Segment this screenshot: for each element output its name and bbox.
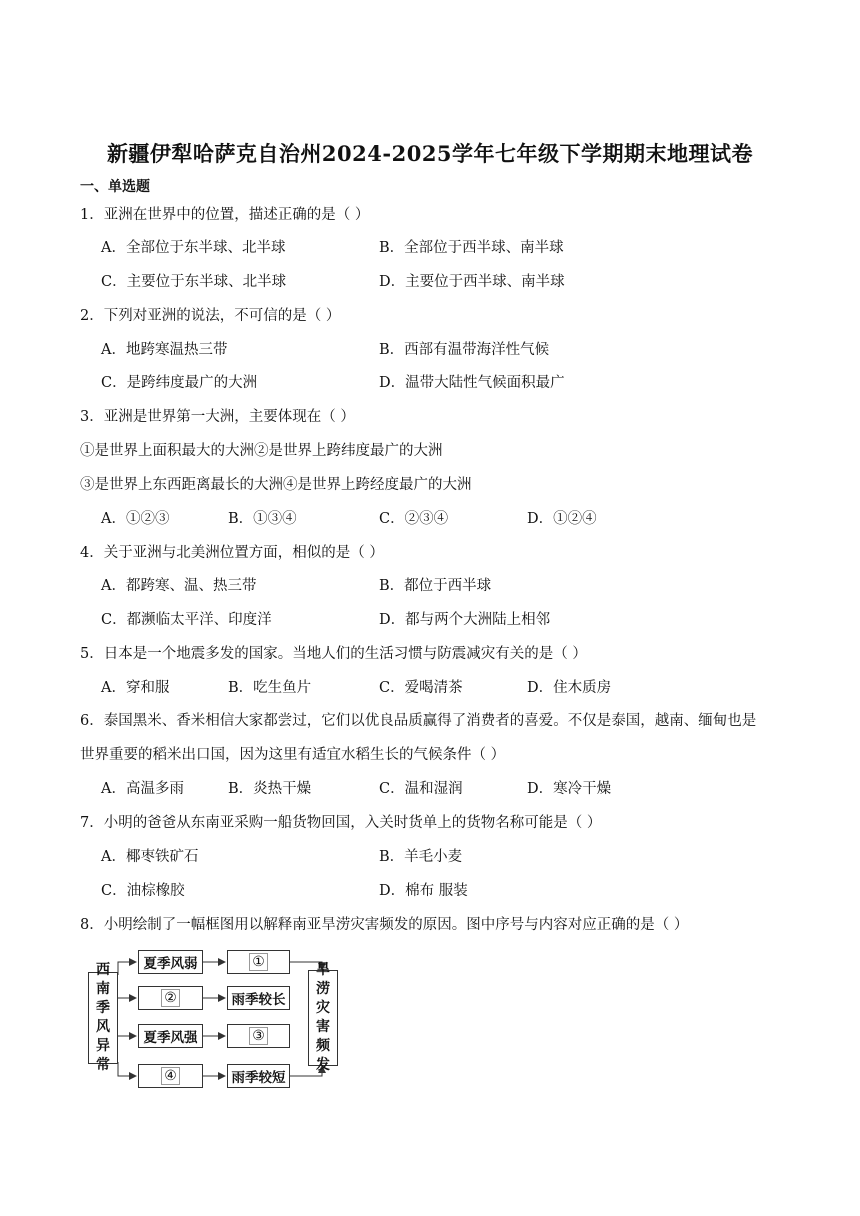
left-box-char: 风 [96, 1019, 110, 1035]
blank-4-label: ④ [161, 1067, 180, 1085]
right-box-char: 灾 [316, 1000, 330, 1016]
q5-option-c[interactable]: C．爱喝清茶 [379, 680, 463, 696]
question-2-stem: 2．下列对亚洲的说法，不可信的是（ ） [80, 308, 341, 324]
q5-option-d[interactable]: D．住木质房 [527, 680, 612, 696]
q7-option-a[interactable]: A．椰枣铁矿石 [101, 849, 199, 865]
right-box-char: 频 [316, 1038, 330, 1054]
q5-option-a[interactable]: A．穿和服 [101, 680, 170, 696]
q6-option-b[interactable]: B．炎热干燥 [228, 781, 312, 797]
blank-2-box [138, 986, 203, 1010]
page-title: 新疆伊犁哈萨克自治州2024-2025学年七年级下学期期末地理试卷 [106, 141, 754, 166]
blank-3-box [227, 1024, 290, 1048]
question-6-stem: 6．泰国黑米、香米相信大家都尝过，它们以优良品质赢得了消费者的喜爱。不仅是泰国，越南、缅甸也是 [80, 713, 757, 729]
left-box-char: 南 [96, 981, 110, 997]
right-box-char: 害 [316, 1019, 330, 1035]
left-box-char: 西 [96, 962, 110, 978]
q5-option-b[interactable]: B．吃生鱼片 [228, 680, 312, 696]
weak-summer-monsoon-box: 夏季风弱 [138, 950, 203, 974]
q1-option-a[interactable]: A．全部位于东半球、北半球 [101, 240, 286, 256]
blank-1-box [227, 950, 290, 974]
right-box-char: 发 [316, 1057, 330, 1073]
q1-option-d[interactable]: D．主要位于西半球、南半球 [379, 274, 565, 290]
short-rainy-season-box: 雨季较短 [227, 1064, 290, 1088]
q3-option-b[interactable]: B．①③④ [228, 511, 297, 527]
question-3-statement-1: ①是世界上面积最大的大洲②是世界上跨纬度最广的大洲 [80, 443, 443, 459]
q6-option-d[interactable]: D．寒冷干燥 [527, 781, 612, 797]
left-box-char: 异 [96, 1038, 110, 1054]
left-box-char: 常 [96, 1057, 110, 1073]
blank-1-label: ① [249, 953, 268, 971]
q4-option-d[interactable]: D．都与两个大洲陆上相邻 [379, 612, 551, 628]
section-heading: 一、单选题 [80, 179, 150, 195]
q3-option-d[interactable]: D．①②④ [527, 511, 597, 527]
question-8-stem: 8．小明绘制了一幅框图用以解释南亚旱涝灾害频发的原因。图中序号与内容对应正确的是（ ） [80, 917, 689, 933]
left-box-char: 季 [96, 1000, 110, 1016]
q6-option-c[interactable]: C．温和湿润 [379, 781, 463, 797]
long-rainy-season-box: 雨季较长 [227, 986, 290, 1010]
q4-option-c[interactable]: C．都濒临太平洋、印度洋 [101, 612, 272, 628]
q2-option-a[interactable]: A．地跨寒温热三带 [101, 342, 228, 358]
q4-option-b[interactable]: B．都位于西半球 [379, 578, 492, 594]
q2-option-d[interactable]: D．温带大陆性气候面积最广 [379, 375, 565, 391]
drought-flood-frequent-box [308, 962, 338, 1073]
q1-option-c[interactable]: C．主要位于东半球、北半球 [101, 274, 287, 290]
blank-2-label: ② [161, 989, 180, 1007]
question-6-stem-continued: 世界重要的稻米出口国，因为这里有适宜水稻生长的气候条件（ ） [80, 747, 506, 763]
q7-option-d[interactable]: D．棉布 服装 [379, 883, 468, 899]
q6-option-a[interactable]: A．高温多雨 [101, 781, 184, 797]
question-3-statement-2: ③是世界上东西距离最长的大洲④是世界上跨经度最广的大洲 [80, 477, 472, 493]
blank-3-label: ③ [249, 1027, 268, 1045]
question-1-stem: 1．亚洲在世界中的位置，描述正确的是（ ） [80, 207, 370, 223]
blank-4-box [138, 1064, 203, 1088]
question-4-stem: 4．关于亚洲与北美洲位置方面，相似的是（ ） [80, 545, 384, 561]
q1-option-b[interactable]: B．全部位于西半球、南半球 [379, 240, 564, 256]
right-box-char: 旱 [316, 962, 330, 978]
q7-option-c[interactable]: C．油棕橡胶 [101, 883, 185, 899]
q4-option-a[interactable]: A．都跨寒、温、热三带 [101, 578, 257, 594]
q2-option-b[interactable]: B．西部有温带海洋性气候 [379, 342, 550, 358]
q3-option-a[interactable]: A．①②③ [101, 511, 170, 527]
strong-summer-monsoon-box: 夏季风强 [138, 1024, 203, 1048]
question-3-stem: 3．亚洲是世界第一大洲，主要体现在（ ） [80, 409, 355, 425]
southwest-monsoon-abnormal-box [88, 962, 118, 1073]
question-5-stem: 5．日本是一个地震多发的国家。当地人们的生活习惯与防震减灾有关的是（ ） [80, 646, 587, 662]
right-box-char: 涝 [316, 981, 330, 997]
q2-option-c[interactable]: C．是跨纬度最广的大洲 [101, 375, 258, 391]
q7-option-b[interactable]: B．羊毛小麦 [379, 849, 463, 865]
question-7-stem: 7．小明的爸爸从东南亚采购一船货物回国，入关时货单上的货物名称可能是（ ） [80, 815, 602, 831]
q3-option-c[interactable]: C．②③④ [379, 511, 449, 527]
